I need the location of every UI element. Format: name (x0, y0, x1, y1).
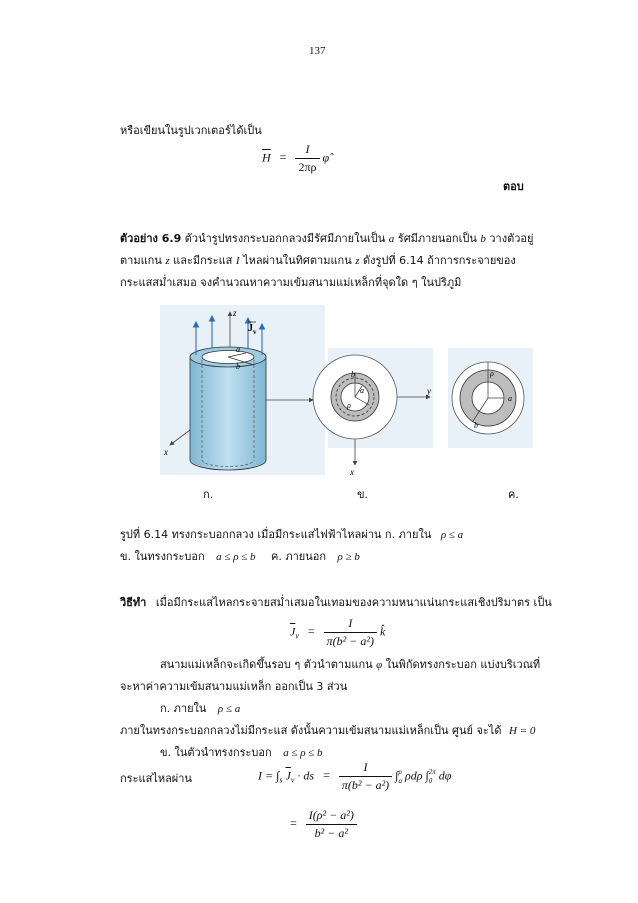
case-label: ข. ในตัวนำทรงกระบอก (160, 746, 272, 759)
example-text: ตัวนำรูปทรงกระบอกกลวงมีรัศมีภายในเป็น (184, 232, 386, 245)
label-a: a (508, 394, 512, 403)
eq2-equals: = (307, 624, 315, 639)
case-1 (160, 702, 240, 716)
solution-line-1 (120, 596, 552, 610)
case-2 (160, 746, 323, 760)
var-phi: φ (376, 659, 383, 671)
eq3-int2-body: dφ (438, 768, 452, 783)
eq2-lhs-sub: v (295, 631, 299, 641)
eq3-int1-body: ρdρ (404, 768, 423, 783)
eq3-numerator: I (339, 760, 392, 777)
example-label: ตัวอย่าง 6.9 (120, 232, 182, 245)
figure-hollow-cylinder (150, 300, 540, 480)
panel-label-c: ค. (508, 488, 519, 501)
eq3-ds: · ds (297, 768, 315, 783)
x-axis-label: x (164, 447, 168, 457)
caption-line-1 (120, 528, 463, 542)
solution-text: สนามแม่เหล็กจะเกิดขึ้นรอบ ๆ ตัวนำตามแกน (160, 658, 373, 671)
eq3-lhs: I = ∫ (258, 768, 280, 783)
current-density-label: $J_v$ (248, 323, 257, 336)
solution-label: วิธีทำ (120, 596, 147, 609)
var-a: a (388, 233, 395, 245)
cylinder-body (190, 357, 266, 470)
eq2-lhs: $\overline{J}$ (290, 624, 296, 639)
label-b: b (236, 362, 240, 371)
example-text: และมีกระแส (173, 254, 233, 267)
panel-label-a: ก. (203, 488, 214, 501)
example-text: ตามแกน (120, 254, 162, 267)
solution-line-3: จะหาค่าความเข้มสนามแม่เหล็ก ออกเป็น 3 ส่วน (120, 680, 348, 693)
eq1-equals: = (279, 150, 287, 165)
caption-line-2 (120, 550, 360, 564)
eq2-numerator: I (324, 616, 377, 633)
eq3-denominator: π(b² − a²) (341, 778, 390, 792)
label-rho: ρ (347, 401, 351, 410)
var-z: z (165, 255, 170, 267)
caption-math: ρ ≥ b (337, 551, 360, 563)
x-axis-label-b: x (350, 467, 354, 477)
caption-math: a ≤ ρ ≤ b (216, 551, 256, 563)
z-axis-label: z (233, 308, 237, 318)
solution-line-2 (160, 658, 540, 672)
example-line-1 (120, 232, 533, 246)
case-label: ก. ภายใน (160, 702, 207, 715)
example-line-3: กระแสสม่ำเสมอ จงคำนวณหาความเข้มสนามแม่เหล็กที่จุดใด ๆ ในปริภูมิ (120, 276, 462, 289)
h-zero-math: H = 0 (508, 725, 536, 737)
solution-text: ภายในทรงกระบอกกลวงไม่มีกระแส ดังนั้นความเข้มสนามแม่เหล็กเป็น ศูนย์ จะได้ (120, 724, 502, 737)
y-axis-label-b: y (427, 386, 431, 396)
solution-line-4 (120, 724, 535, 738)
eq3-int2-lower: 0 (428, 776, 433, 785)
eq4-denominator: b² − a² (314, 826, 348, 840)
solution-text: ในพิกัดทรงกระบอก แบ่งบริเวณที่ (385, 658, 541, 671)
eq3-int1-lower: a (398, 776, 402, 785)
label-b: b (474, 421, 478, 430)
answer-label: ตอบ (503, 180, 524, 193)
label-a: a (236, 345, 240, 354)
equation-current-integral (258, 760, 451, 793)
eq3-j: $\overline{J}$ (285, 768, 291, 783)
eq4-numerator: I(ρ² − a²) (306, 808, 357, 825)
eq3-integral-2: ∫ (425, 768, 429, 783)
case-math: ρ ≤ a (217, 703, 241, 715)
example-text: ดังรูปที่ 6.14 ถ้าการกระจายของ (363, 254, 516, 267)
caption-text: รูปที่ 6.14 ทรงกระบอกกลวง เมื่อมีกระแสไฟฟ้าไหลผ่าน ก. ภายใน (120, 528, 432, 541)
eq3-integral-1: ∫ (395, 768, 399, 783)
example-text: ไหลผ่านในทิศตามแกน (243, 254, 352, 267)
eq1-unit-vector: φ̂ (322, 150, 330, 165)
label-a: a (360, 386, 364, 395)
example-text: รัศมีภายนอกเป็น (397, 232, 477, 245)
eq3-int1-upper: ρ (398, 767, 402, 776)
var-b: b (480, 233, 486, 245)
caption-math: ρ ≤ a (440, 529, 464, 541)
example-text: วางตัวอยู่ (489, 232, 534, 245)
eq4-equals: = (290, 816, 297, 831)
solution-text: เมื่อมีกระแสไหลกระจายสม่ำเสมอในเทอมของความหนาแน่นกระแสเชิงปริมาตร เป็น (155, 596, 552, 609)
panel-label-b: ข. (357, 488, 369, 501)
intro-text: หรือเขียนในรูปเวกเตอร์ได้เป็น (120, 124, 262, 137)
eq2-unit-vector: k̂ (379, 624, 386, 639)
caption-text: ค. ภายนอก (271, 550, 327, 563)
var-z: z (355, 255, 360, 267)
equation-current-result (290, 808, 357, 841)
eq3-int2-upper: 2π (428, 767, 436, 776)
case-math: a ≤ ρ ≤ b (283, 747, 323, 759)
eq3-equals: = (323, 768, 330, 783)
equation-current-density (290, 616, 385, 649)
eq1-denominator: 2πρ (298, 160, 317, 174)
page-number: 137 (309, 45, 326, 57)
eq1-lhs: $\overline{H}$ (262, 150, 271, 165)
eq3-j-sub: v (290, 775, 295, 785)
label-rho: ρ (490, 369, 494, 378)
caption-text: ข. ในทรงกระบอก (120, 550, 205, 563)
var-i: I (235, 255, 240, 267)
eq1-numerator: I (295, 142, 319, 159)
current-label: กระแสไหลผ่าน (120, 772, 192, 785)
equation-h-field (262, 142, 329, 175)
eq3-surface: s (279, 775, 283, 785)
eq2-denominator: π(b² − a²) (326, 634, 374, 648)
label-b: b (351, 370, 355, 379)
example-line-2 (120, 254, 516, 268)
